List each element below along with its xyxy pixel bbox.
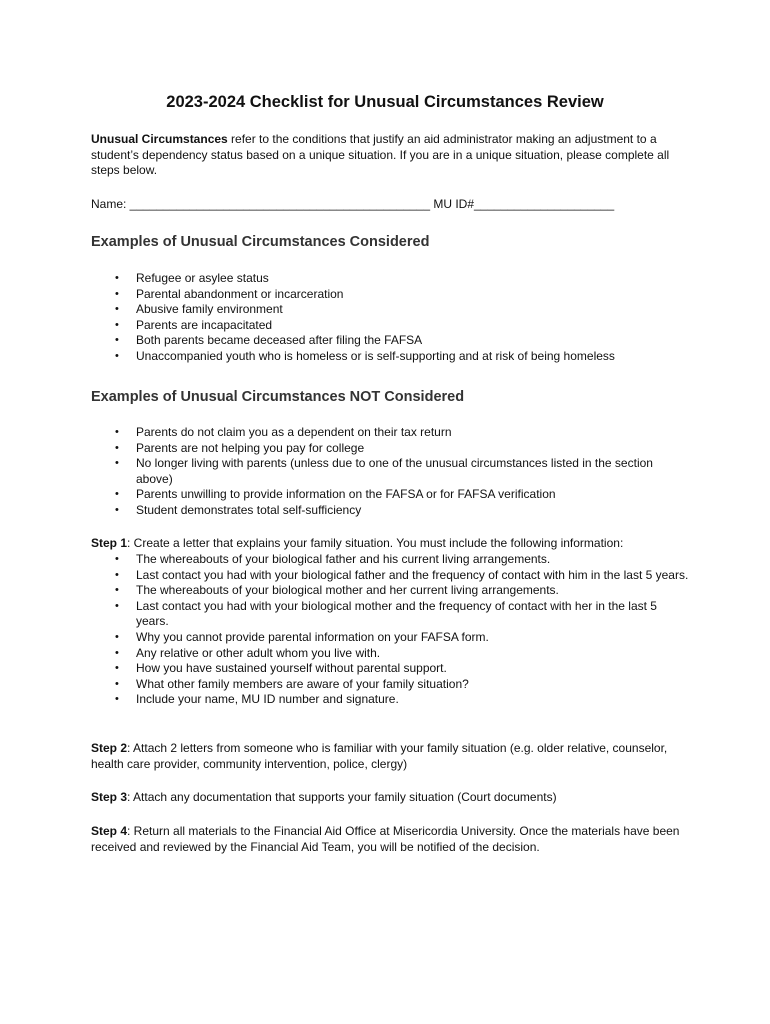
step-1-intro: Step 1: Create a letter that explains your family situation. You must include the following information: [91, 536, 624, 550]
bullet-icon: • [115, 568, 119, 581]
list-item: • Any relative or other adult whom you live with. [115, 645, 381, 660]
bullet-icon: • [115, 349, 119, 362]
list-item: • How you have sustained yourself without parental support. [115, 661, 447, 676]
step-1-list [91, 552, 691, 708]
list-item: • What other family members are aware of your family situation? [115, 676, 469, 691]
bullet-icon: • [115, 630, 119, 643]
name-id-line: Name: _____________________________________________ MU ID#_____________________ [91, 197, 615, 211]
bullet-icon: • [115, 646, 119, 659]
bullet-icon: • [115, 662, 119, 675]
bullet-icon: • [115, 426, 119, 438]
bullet-icon: • [115, 677, 119, 690]
bullet-icon: • [115, 318, 119, 331]
bullet-icon: • [115, 287, 119, 300]
step-2: Step 2: Attach 2 letters from someone who is familiar with your family situation (e.g. older relative, counselor, health care provider, community intervention, police, clergy) [91, 741, 668, 771]
bullet-icon: • [115, 599, 119, 612]
step-label: Step 4 [91, 824, 128, 838]
list-item: • Parents unwilling to provide information on the FAFSA or for FAFSA verification [115, 487, 556, 502]
list-item: • Last contact you had with your biological father and the frequency of contact with him in the last 5 years. [115, 567, 689, 582]
intro-paragraph [91, 132, 691, 179]
bullet-icon: • [115, 334, 119, 347]
list-item: • No longer living with parents (unless due to one of the unusual circumstances listed in the section above) [115, 456, 653, 486]
not-considered-heading: Examples of Unusual Circumstances NOT Considered [91, 389, 465, 405]
step-3: Step 3: Attach any documentation that supports your family situation (Court documents) [91, 790, 557, 804]
bullet-icon: • [115, 503, 119, 516]
bullet-icon: • [115, 693, 119, 706]
list-item: • Unaccompanied youth who is homeless or is self-supporting and at risk of being homeless [115, 348, 615, 363]
list-item: • Abusive family environment [115, 302, 283, 317]
step-4: Step 4: Return all materials to the Financial Aid Office at Misericordia University. Once the materials have been received and reviewed by the Financial Aid Team, you will be notified of the decision. [91, 824, 680, 854]
list-item: • Both parents became deceased after filing the FAFSA [115, 333, 423, 348]
bullet-icon: • [115, 488, 119, 501]
bullet-icon: • [115, 441, 119, 454]
step-label: Step 1 [91, 536, 128, 550]
bullet-icon: • [115, 303, 119, 316]
considered-heading: Examples of Unusual Circumstances Considered [91, 234, 430, 250]
list-item: • Parental abandonment or incarceration [115, 286, 344, 301]
list-item: • Parents are not helping you pay for college [115, 440, 365, 455]
list-item: • Why you cannot provide parental information on your FAFSA form. [115, 629, 489, 644]
list-item: • Refugee or asylee status [115, 271, 269, 285]
list-item: • Parents do not claim you as a dependent on their tax return [115, 425, 452, 439]
list-item: • Include your name, MU ID number and signature. [115, 692, 399, 707]
list-item: • Student demonstrates total self-sufficiency [115, 502, 362, 517]
bullet-icon: • [115, 457, 119, 470]
list-item: • Parents are incapacitated [115, 317, 273, 332]
list-item: • The whereabouts of your biological mother and her current living arrangements. [115, 583, 559, 598]
list-item: • The whereabouts of your biological father and his current living arrangements. [115, 552, 551, 566]
bullet-icon: • [115, 553, 119, 565]
intro-term: Unusual Circumstances [91, 132, 228, 146]
not-considered-list [91, 425, 691, 519]
step-label: Step 3 [91, 790, 128, 804]
page-title: 2023-2024 Checklist for Unusual Circumstances Review [166, 93, 604, 111]
bullet-icon: • [115, 272, 119, 284]
list-item: • Last contact you had with your biological mother and the frequency of contact with her in the last 5 years. [115, 598, 657, 629]
bullet-icon: • [115, 584, 119, 597]
step-label: Step 2 [91, 741, 128, 755]
intro-text: refer to the conditions that justify an aid administrator making an adjustment to a student’s dependency status based on a unique situation. If you are in a unique situation, please complete all steps below. [91, 132, 670, 177]
considered-list [91, 271, 691, 365]
